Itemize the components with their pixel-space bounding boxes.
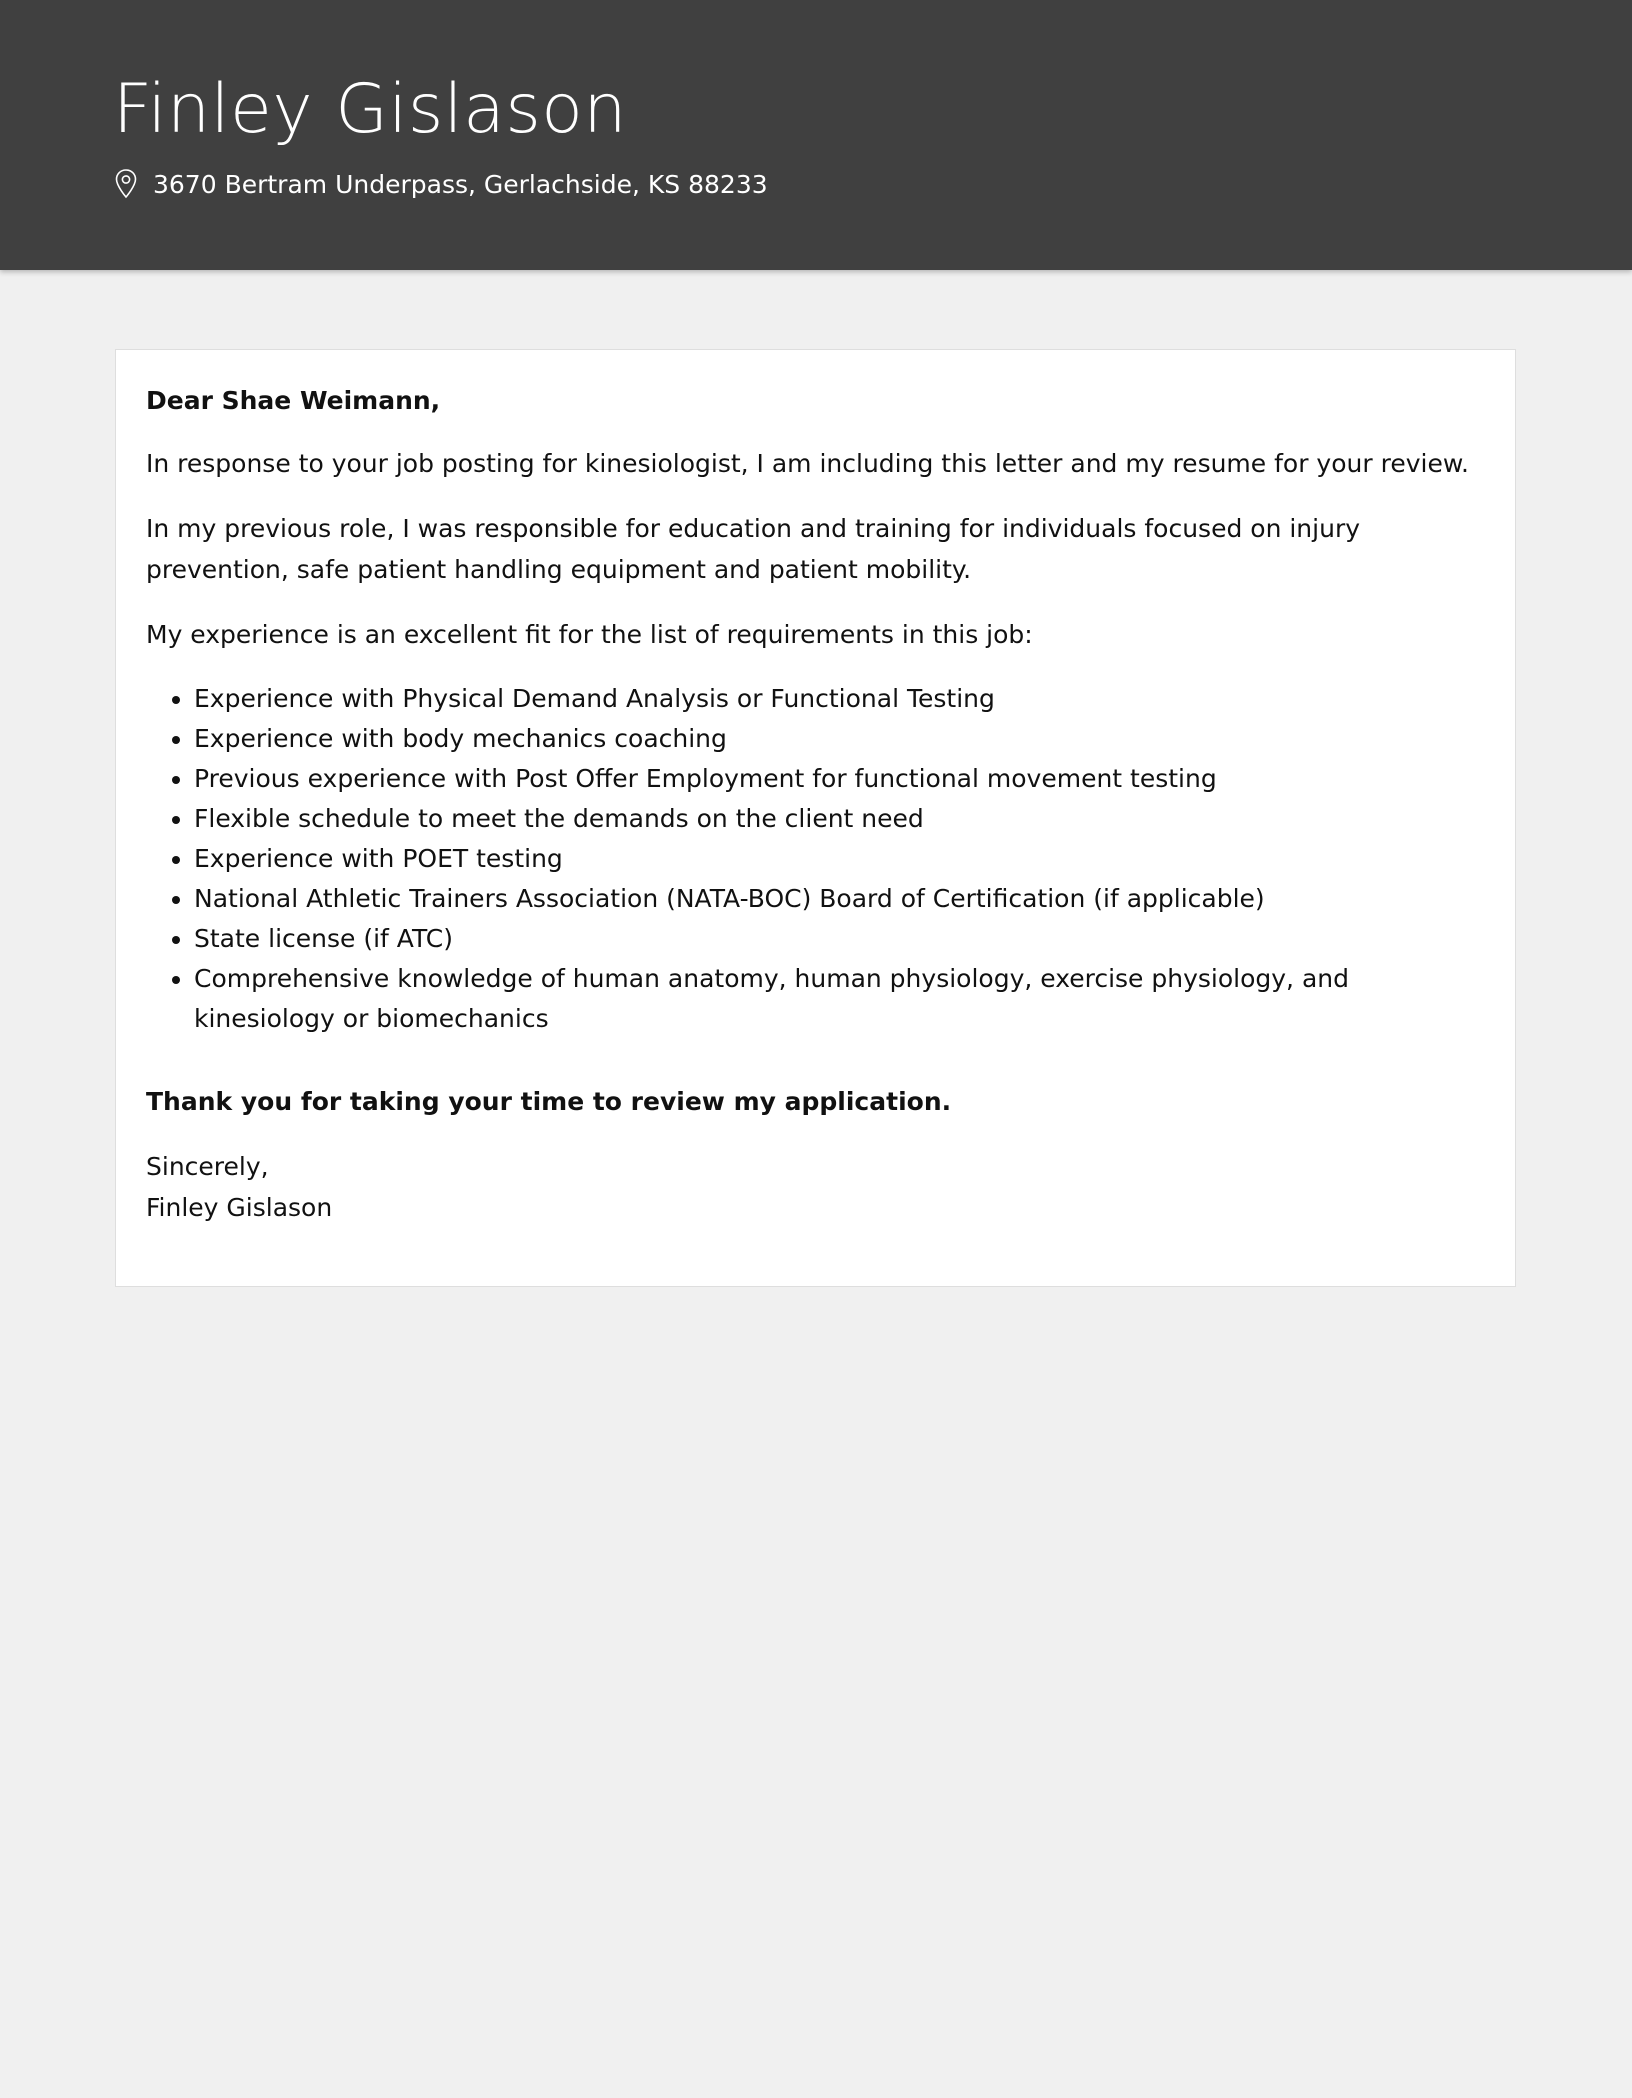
list-item: • Experience with body mechanics coaching — [194, 719, 1485, 759]
signoff-block — [146, 1146, 1485, 1228]
list-item: • Experience with Physical Demand Analysis or Functional Testing — [194, 679, 1485, 719]
requirements-list — [146, 679, 1485, 1039]
applicant-name: Finley Gislason — [113, 70, 627, 149]
page-header — [0, 0, 1632, 270]
signoff: Sincerely, — [146, 1152, 269, 1181]
list-item: • Flexible schedule to meet the demands on the client need — [194, 799, 1485, 839]
applicant-address — [113, 166, 768, 202]
address-text: 3670 Bertram Underpass, Gerlachside, KS 88233 — [153, 169, 768, 199]
list-item: • Experience with POET testing — [194, 839, 1485, 879]
requirements-intro: My experience is an excellent fit for the list of requirements in this job: — [146, 620, 1033, 649]
list-item: • Comprehensive knowledge of human anatomy, human physiology, exercise physiology, and kinesiology or biomechanics — [194, 959, 1485, 1039]
closing-thanks: Thank you for taking your time to review my application. — [146, 1087, 952, 1116]
intro-paragraph: In response to your job posting for kinesiologist, I am including this letter and my resume for your review. — [146, 449, 1469, 478]
list-item: • National Athletic Trainers Association (NATA-BOC) Board of Certification (if applicable) — [194, 879, 1485, 919]
salutation: Dear Shae Weimann, — [146, 386, 441, 415]
map-pin-icon — [113, 168, 139, 200]
experience-paragraph: In my previous role, I was responsible for education and training for individuals focused on injury prevention, safe patient handling equipment and patient mobility. — [146, 514, 1361, 584]
signature-name: Finley Gislason — [146, 1193, 333, 1222]
list-item: • State license (if ATC) — [194, 919, 1485, 959]
list-item: • Previous experience with Post Offer Employment for functional movement testing — [194, 759, 1485, 799]
cover-letter — [115, 349, 1516, 1287]
